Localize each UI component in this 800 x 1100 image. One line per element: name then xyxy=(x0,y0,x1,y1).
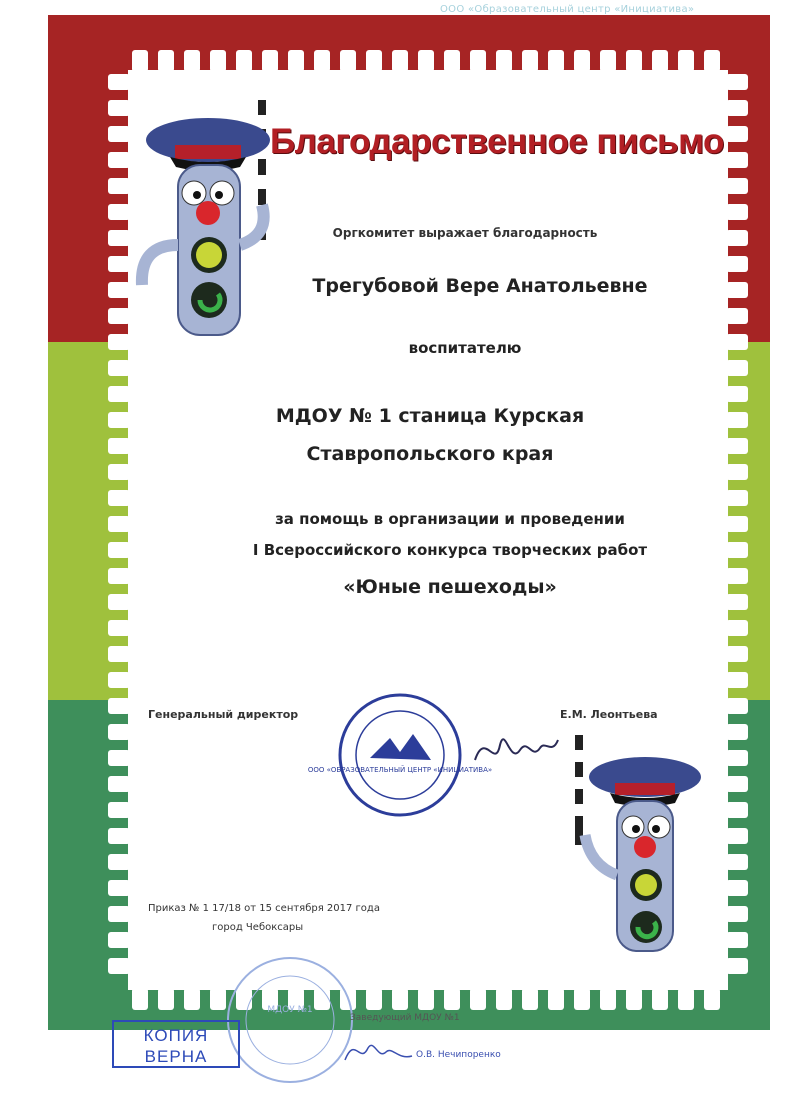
director-name: Е.М. Леонтьева xyxy=(560,708,658,721)
stamp-line-2: ВЕРНА xyxy=(144,1047,208,1066)
organization-seal-icon xyxy=(307,690,493,820)
seal-text: ООО «ОБРАЗОВАТЕЛЬНЫЙ ЦЕНТР «ИНИЦИАТИВА» xyxy=(307,766,493,774)
recipient-name: Трегубовой Вере Анатольевне xyxy=(312,275,648,297)
traffic-light-mascot-icon xyxy=(130,95,290,355)
head-signature-icon xyxy=(340,1030,420,1070)
reason-line-2: I Всероссийского конкурса творческих работ xyxy=(252,541,648,559)
city-label: город Чебоксары xyxy=(212,922,304,933)
reason-line-1: за помощь в организации и проведении xyxy=(275,510,625,528)
head-label: Заведующий МДОУ №1 xyxy=(350,1013,460,1023)
director-signature-icon xyxy=(470,720,560,780)
head-name: О.В. Нечипоренко xyxy=(416,1050,501,1060)
stamp-line-1: КОПИЯ xyxy=(143,1026,209,1045)
certificate-title: Благодарственное письмо xyxy=(270,122,724,161)
traffic-light-mascot-small-icon xyxy=(565,735,725,955)
copy-certified-stamp xyxy=(112,1020,240,1068)
institution-line-2: Ставропольского края xyxy=(306,443,554,465)
director-label: Генеральный директор xyxy=(148,708,299,721)
kindergarten-seal-text: МДОУ №1 xyxy=(267,1005,313,1015)
intro-text: Оргкомитет выражает благодарность xyxy=(332,226,598,240)
contest-name: «Юные пешеходы» xyxy=(343,576,557,598)
header-organization: ООО «Образовательный центр «Инициатива» xyxy=(440,4,695,15)
order-reference: Приказ № 1 17/18 от 15 сентября 2017 года xyxy=(148,903,380,914)
institution-line-1: МДОУ № 1 станица Курская xyxy=(275,405,585,427)
recipient-position: воспитателю xyxy=(408,339,522,357)
